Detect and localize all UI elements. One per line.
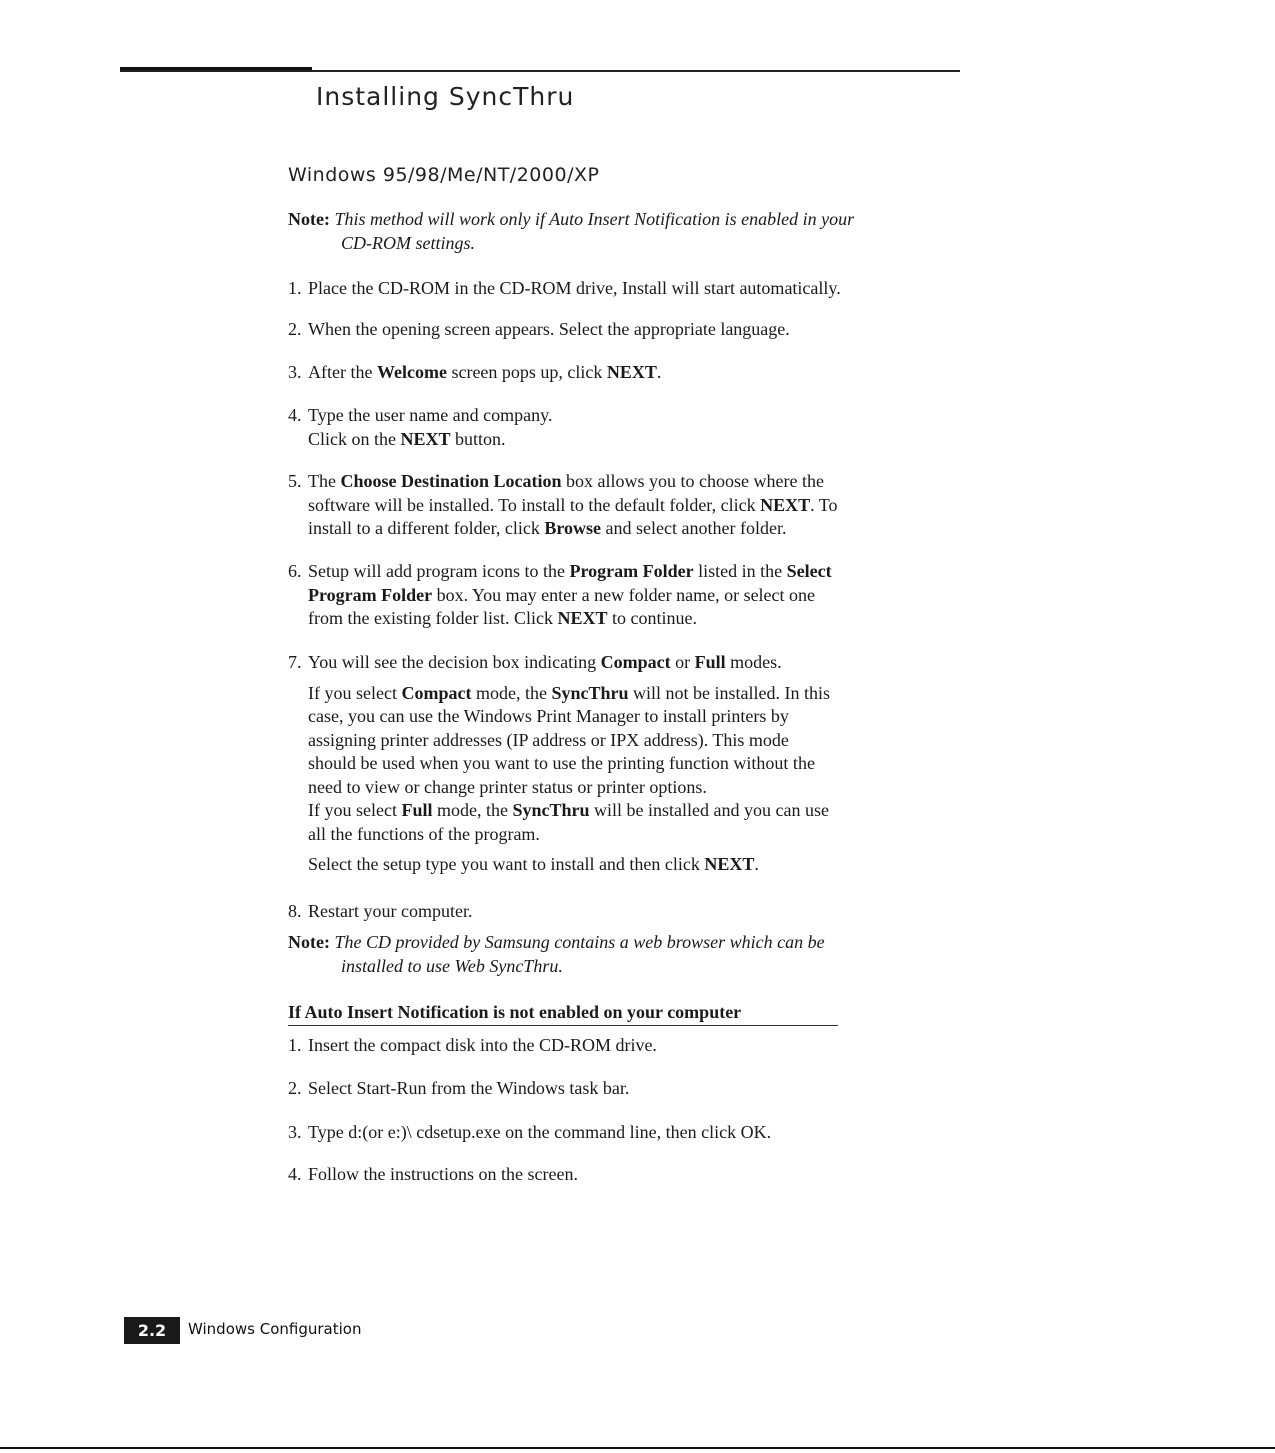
note-web-browser: [288, 931, 948, 978]
compact-mode-paragraph: If you select Compact mode, the SyncThru will not be installed. In this case, you can use the Windows Print Manager to install printers by assigning printer addresses (IP address or IPX address). This mode should be used when you want to use the printing function without the need to view or change printer status or printer options. If you select Full mode, the SyncThru will be installed and you can use all the functions of the program. Select the setup type you want to install and then click NEXT.: [308, 682, 830, 874]
step-3: 3. After the Welcome screen pops up, click NEXT.: [288, 362, 662, 382]
step-7: 7. You will see the decision box indicating Compact or Full modes. If you select Compact mode, the SyncThru will not be installed. In this case, you can use the Windows Print Manager to install printers by assigning printer addresses (IP address or IPX address). This mode should be used when you want to use the printing function without the need to view or change printer status or printer options. If you select Full mode, the SyncThru will be installed and you can use all the functions of the program. Select the setup type you want to install and then click NEXT.: [288, 651, 948, 877]
note-label: Note:: [288, 209, 330, 229]
manual-step-3: 3. Type d:(or e:)\ cdsetup.exe on the command line, then click OK.: [288, 1122, 772, 1142]
manual-step-1: 1. Insert the compact disk into the CD-ROM drive.: [288, 1035, 657, 1055]
manual-step-2: 2. Select Start-Run from the Windows task bar.: [288, 1078, 630, 1098]
note-auto-insert: [288, 208, 948, 255]
step-1: 1. Place the CD-ROM in the CD-ROM drive, Install will start automatically.: [288, 278, 841, 298]
header-rule: [120, 70, 960, 72]
note-line: The CD provided by Samsung contains a web browser which can be: [334, 932, 825, 952]
step-6: 6. Setup will add program icons to the Program Folder listed in the Select Program Folder box. You may enter a new folder name, or select one from the existing folder list. Click NEXT to continue.: [288, 561, 832, 628]
note-line: This method will work only if Auto Insert Notification is enabled in your: [334, 209, 855, 229]
section-heading-no-autoinsert: If Auto Insert Notification is not enabled on your computer: [288, 1002, 838, 1026]
page-title: Installing SyncThru: [316, 82, 575, 111]
step-2: 2. When the opening screen appears. Select the appropriate language.: [288, 319, 790, 339]
section-subtitle: Windows 95/98/Me/NT/2000/XP: [288, 164, 600, 186]
step-4: 4. Type the user name and company. Click on the NEXT button.: [288, 405, 553, 449]
footer-chapter-label: Windows Configuration: [188, 1320, 362, 1338]
bottom-rule: [0, 1447, 1275, 1449]
note-label: Note:: [288, 932, 330, 952]
manual-step-4: 4. Follow the instructions on the screen.: [288, 1164, 578, 1184]
step-8: 8. Restart your computer.: [288, 901, 473, 921]
note-line: CD-ROM settings.: [341, 232, 475, 253]
step-5: 5. The Choose Destination Location box allows you to choose where the software will be installed. To install to the default folder, click NEXT. To install to a different folder, click Browse and select another folder.: [288, 471, 838, 538]
page-number-badge: 2.2: [124, 1317, 180, 1344]
note-line: installed to use Web SyncThru.: [341, 955, 563, 976]
